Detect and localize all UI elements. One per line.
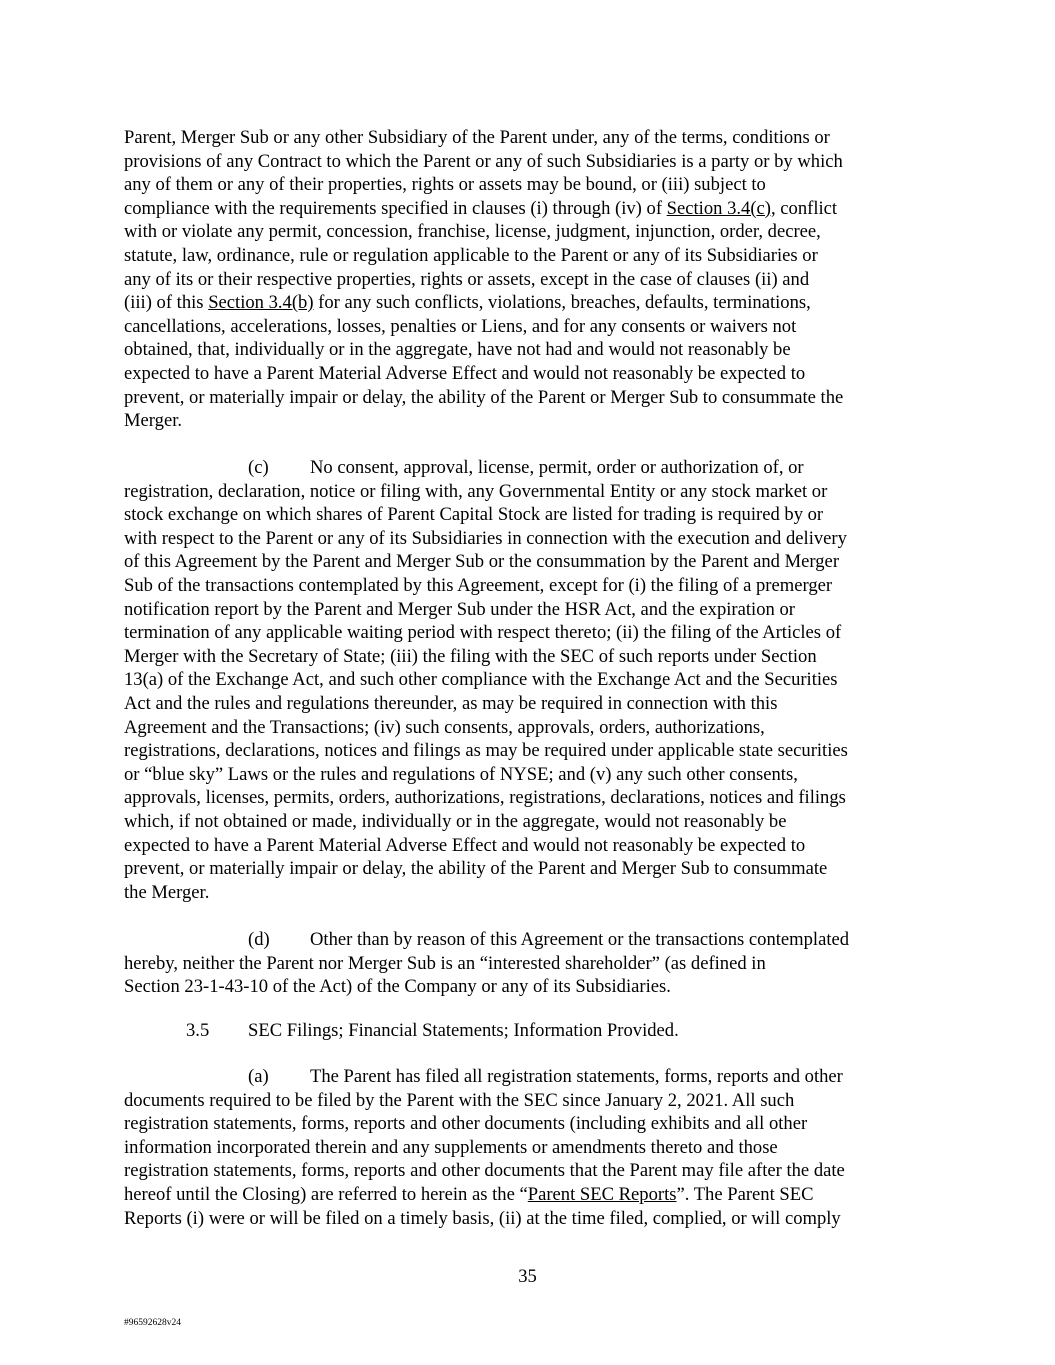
section-number: 3.5 <box>186 1020 210 1041</box>
text-line: approvals, licenses, permits, orders, authorizations, registrations, declarations, notices and filings <box>124 787 846 809</box>
text-line: which, if not obtained or made, individually or in the aggregate, would not reasonably be <box>124 810 787 832</box>
text-line: statute, law, ordinance, rule or regulation applicable to the Parent or any of its Subsidiaries or <box>124 244 818 266</box>
paragraph-d <box>124 928 944 999</box>
text-line: provisions of any Contract to which the Parent or any of such Subsidiaries is a party or by which <box>124 150 843 172</box>
section-title: SEC Filings; Financial Statements; Information Provided. <box>248 1020 679 1041</box>
text-line: Merger. <box>124 410 183 432</box>
text-line: information incorporated therein and any supplements or amendments thereto and those <box>124 1136 778 1158</box>
text-span: ”. The Parent SEC <box>676 1183 814 1205</box>
paragraph-c <box>124 456 944 904</box>
text-line: or “blue sky” Laws or the rules and regulations of NYSE; and (v) any such other consents, <box>124 763 798 785</box>
text-span: compliance with the requirements specified in clauses (i) through (iv) of <box>124 197 667 219</box>
text-line: the Merger. <box>124 881 210 903</box>
text-span: , conflict <box>770 197 838 219</box>
text-line: registration statements, forms, reports and other documents (including exhibits and all other <box>124 1113 808 1135</box>
text-line: with or violate any permit, concession, franchise, license, judgment, injunction, order, decree, <box>124 221 821 243</box>
text-line: any of its or their respective properties, rights or assets, except in the case of clauses (ii) and <box>124 268 810 290</box>
text-line: with respect to the Parent or any of its Subsidiaries in connection with the execution and delivery <box>124 527 847 549</box>
text-line: any of them or any of their properties, rights or assets may be bound, or (iii) subject to <box>124 174 766 196</box>
text-line: expected to have a Parent Material Adverse Effect and would not reasonably be expected to <box>124 362 806 384</box>
text-line <box>124 928 944 952</box>
text-span: Other than by reason of this Agreement or the transactions contemplated <box>310 929 850 950</box>
text-line: Section 23-1-43-10 of the Act) of the Company or any of its Subsidiaries. <box>124 976 671 998</box>
text-line <box>124 197 944 221</box>
text-span: The Parent has filed all registration statements, forms, reports and other <box>310 1066 843 1087</box>
text-line: documents required to be filed by the Parent with the SEC since January 2, 2021. All such <box>124 1089 795 1111</box>
text-line: Sub of the transactions contemplated by this Agreement, except for (i) the filing of a premerger <box>124 574 833 596</box>
parent-sec-reports-term: Parent SEC Reports <box>527 1183 677 1205</box>
text-span: (iii) of this <box>124 292 209 314</box>
document-id: #96592628v24 <box>124 1318 181 1328</box>
text-line: obtained, that, individually or in the aggregate, have not had and would not reasonably be <box>124 339 791 361</box>
text-line: cancellations, accelerations, losses, penalties or Liens, and for any consents or waivers not <box>124 315 797 337</box>
section-3-4b-reference: Section 3.4(b) <box>208 292 314 314</box>
text-span: hereof until the Closing) are referred to herein as the “ <box>124 1183 528 1205</box>
text-line: Act and the rules and regulations thereunder, as may be required in connection with this <box>124 692 778 714</box>
paragraph-label: (d) <box>248 929 270 950</box>
text-line: of this Agreement by the Parent and Merger Sub or the consummation by the Parent and Merger <box>124 551 840 573</box>
text-span: No consent, approval, license, permit, order or authorization of, or <box>310 457 804 478</box>
text-line: stock exchange on which shares of Parent Capital Stock are listed for trading is required by or <box>124 504 824 526</box>
page-number: 35 <box>518 1266 537 1287</box>
text-line: Parent, Merger Sub or any other Subsidiary of the Parent under, any of the terms, conditions or <box>124 127 830 148</box>
section-3-5-heading <box>124 1019 944 1043</box>
text-line: Merger with the Secretary of State; (iii) the filing with the SEC of such reports under Section <box>124 645 817 667</box>
text-line: registrations, declarations, notices and filings as may be required under applicable state securities <box>124 740 848 762</box>
text-line: prevent, or materially impair or delay, the ability of the Parent and Merger Sub to consummate <box>124 858 828 880</box>
text-line <box>124 291 944 315</box>
paragraph-label: (a) <box>248 1066 269 1087</box>
text-line: hereby, neither the Parent nor Merger Sub is an “interested shareholder” (as defined in <box>124 952 766 974</box>
paragraph-b-continuation <box>124 126 944 433</box>
text-line: Agreement and the Transactions; (iv) such consents, approvals, orders, authorizations, <box>124 716 765 738</box>
paragraph-a <box>124 1065 944 1230</box>
text-line <box>124 1065 944 1089</box>
text-line: termination of any applicable waiting period with respect thereto; (ii) the filing of the Articles of <box>124 622 842 644</box>
section-3-4c-reference: Section 3.4(c) <box>666 197 771 219</box>
text-line: prevent, or materially impair or delay, the ability of the Parent or Merger Sub to consummate the <box>124 386 844 408</box>
text-line: Reports (i) were or will be filed on a timely basis, (ii) at the time filed, complied, or will comply <box>124 1207 841 1229</box>
text-line: notification report by the Parent and Merger Sub under the HSR Act, and the expiration or <box>124 598 795 620</box>
paragraph-label: (c) <box>248 457 269 478</box>
text-span: for any such conflicts, violations, breaches, defaults, terminations, <box>313 292 811 314</box>
text-line: 13(a) of the Exchange Act, and such other compliance with the Exchange Act and the Securities <box>124 669 838 691</box>
text-line: expected to have a Parent Material Adverse Effect and would not reasonably be expected to <box>124 834 806 856</box>
text-line <box>124 1183 944 1207</box>
text-line: registration statements, forms, reports and other documents that the Parent may file after the date <box>124 1160 845 1182</box>
text-line <box>124 456 944 480</box>
text-line: registration, declaration, notice or filing with, any Governmental Entity or any stock market or <box>124 480 828 502</box>
